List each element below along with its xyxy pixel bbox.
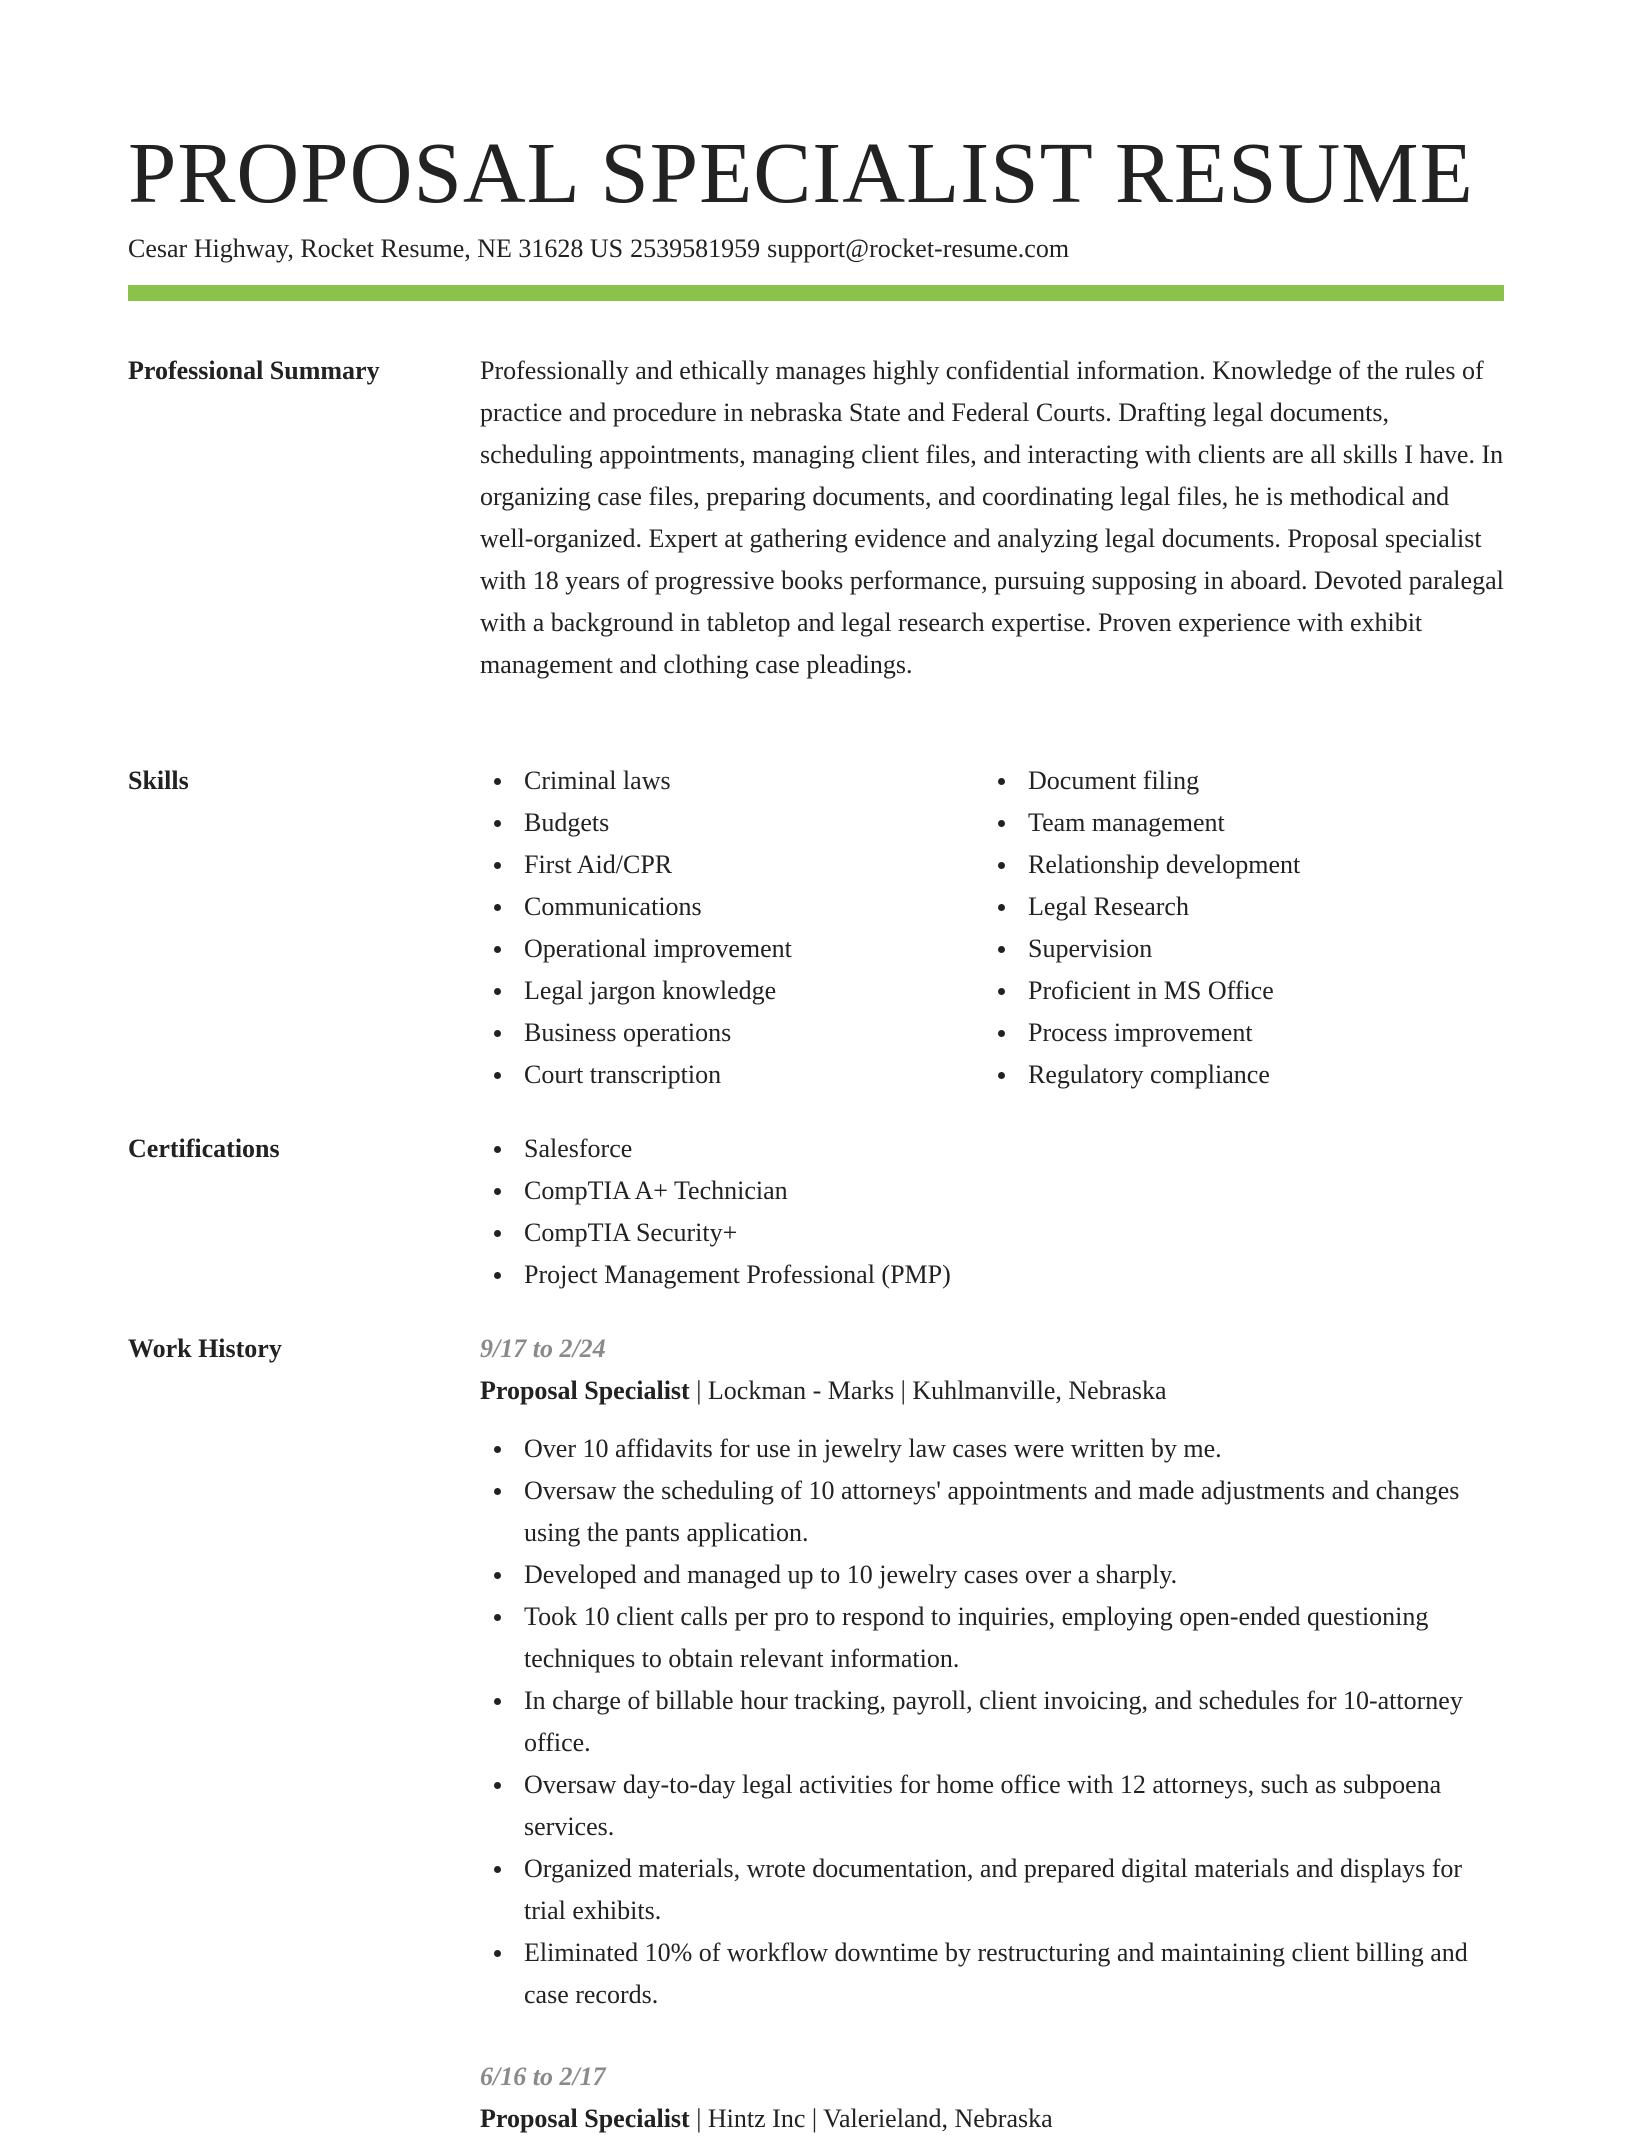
list-item: Relationship development xyxy=(984,844,1488,886)
list-item: Over 10 affidavits for use in jewelry law cases were written by me. xyxy=(480,1428,1504,1470)
list-item: Operational improvement xyxy=(480,928,984,970)
list-item: Oversaw the scheduling of 10 attorneys' appointments and made adjustments and changes using the pants application. xyxy=(480,1470,1504,1554)
list-item: Process improvement xyxy=(984,1012,1488,1054)
list-item: Regulatory compliance xyxy=(984,1054,1488,1096)
summary-text: Professionally and ethically manages highly confidential information. Knowledge of the rules of practice and procedure in nebraska State and Federal Courts. Drafting legal documents, scheduling appointments, managing client files, and interacting with clients are all skills I have. In organizing case files, preparing documents, and coordinating legal files, he is methodical and well-organized. Expert at gathering evidence and analyzing legal documents. Proposal specialist with 18 years of progressive books performance, pursuing supposing in aboard. Devoted paralegal with a background in tabletop and legal research expertise. Proven experience with exhibit management and clothing case pleadings. xyxy=(480,356,1504,679)
work-history-heading: Work History xyxy=(128,1334,282,1363)
job-employer-location: | Lockman - Marks | Kuhlmanville, Nebraska xyxy=(689,1376,1167,1405)
list-item: Business operations xyxy=(480,1012,984,1054)
job-title: Proposal Specialist xyxy=(480,1376,690,1405)
summary-body xyxy=(480,350,1504,686)
job-title-line xyxy=(480,2098,1504,2140)
list-item: Document filing xyxy=(984,760,1488,802)
job-title-line xyxy=(480,1370,1504,1412)
certifications-heading: Certifications xyxy=(128,1134,280,1163)
list-item: Legal Research xyxy=(984,886,1488,928)
email-text: support@rocket-resume.com xyxy=(767,234,1070,263)
job-dates: 9/17 to 2/24 xyxy=(480,1334,606,1363)
summary-heading: Professional Summary xyxy=(128,356,380,385)
list-item: Eliminated 10% of workflow downtime by restructuring and maintaining client billing and case records. xyxy=(480,1932,1504,2016)
list-item: Communications xyxy=(480,886,984,928)
phone-text: 2539581959 xyxy=(630,234,761,263)
job-employer-location: | Hintz Inc | Valerieland, Nebraska xyxy=(689,2104,1053,2133)
list-item: Project Management Professional (PMP) xyxy=(480,1254,1504,1296)
list-item: CompTIA Security+ xyxy=(480,1212,1504,1254)
certifications-list xyxy=(480,1128,1504,1296)
skills-heading: Skills xyxy=(128,766,189,795)
list-item: First Aid/CPR xyxy=(480,844,984,886)
skills-body xyxy=(480,760,1504,1096)
list-item: Proficient in MS Office xyxy=(984,970,1488,1012)
job-entry xyxy=(480,1328,1504,2016)
list-item: Supervision xyxy=(984,928,1488,970)
list-item: Developed and managed up to 10 jewelry cases over a sharply. xyxy=(480,1554,1504,1596)
list-item: CompTIA A+ Technician xyxy=(480,1170,1504,1212)
skills-list-right xyxy=(984,760,1488,1096)
list-item: Salesforce xyxy=(480,1128,1504,1170)
resume-title: PROPOSAL SPECIALIST RESUME xyxy=(128,124,1474,221)
list-item: Court transcription xyxy=(480,1054,984,1096)
job-bullet-list xyxy=(480,1428,1504,2016)
list-item: Oversaw day-to-day legal activities for home office with 12 attorneys, such as subpoena services. xyxy=(480,1764,1504,1848)
job-entry xyxy=(480,2056,1504,2140)
list-item: Criminal laws xyxy=(480,760,984,802)
skills-list-left xyxy=(480,760,984,1096)
list-item: Took 10 client calls per pro to respond to inquiries, employing open-ended questioning techniques to obtain relevant information. xyxy=(480,1596,1504,1680)
address-text: Cesar Highway, Rocket Resume, NE 31628 US xyxy=(128,234,624,263)
list-item: Organized materials, wrote documentation, and prepared digital materials and displays for trial exhibits. xyxy=(480,1848,1504,1932)
contact-line xyxy=(128,232,1069,266)
list-item: Team management xyxy=(984,802,1488,844)
list-item: Budgets xyxy=(480,802,984,844)
job-title: Proposal Specialist xyxy=(480,2104,690,2133)
list-item: Legal jargon knowledge xyxy=(480,970,984,1012)
work-history-body xyxy=(480,1328,1504,2140)
header-divider xyxy=(128,285,1504,301)
certifications-body xyxy=(480,1128,1504,1296)
job-dates: 6/16 to 2/17 xyxy=(480,2062,606,2091)
list-item: In charge of billable hour tracking, payroll, client invoicing, and schedules for 10-attorney office. xyxy=(480,1680,1504,1764)
